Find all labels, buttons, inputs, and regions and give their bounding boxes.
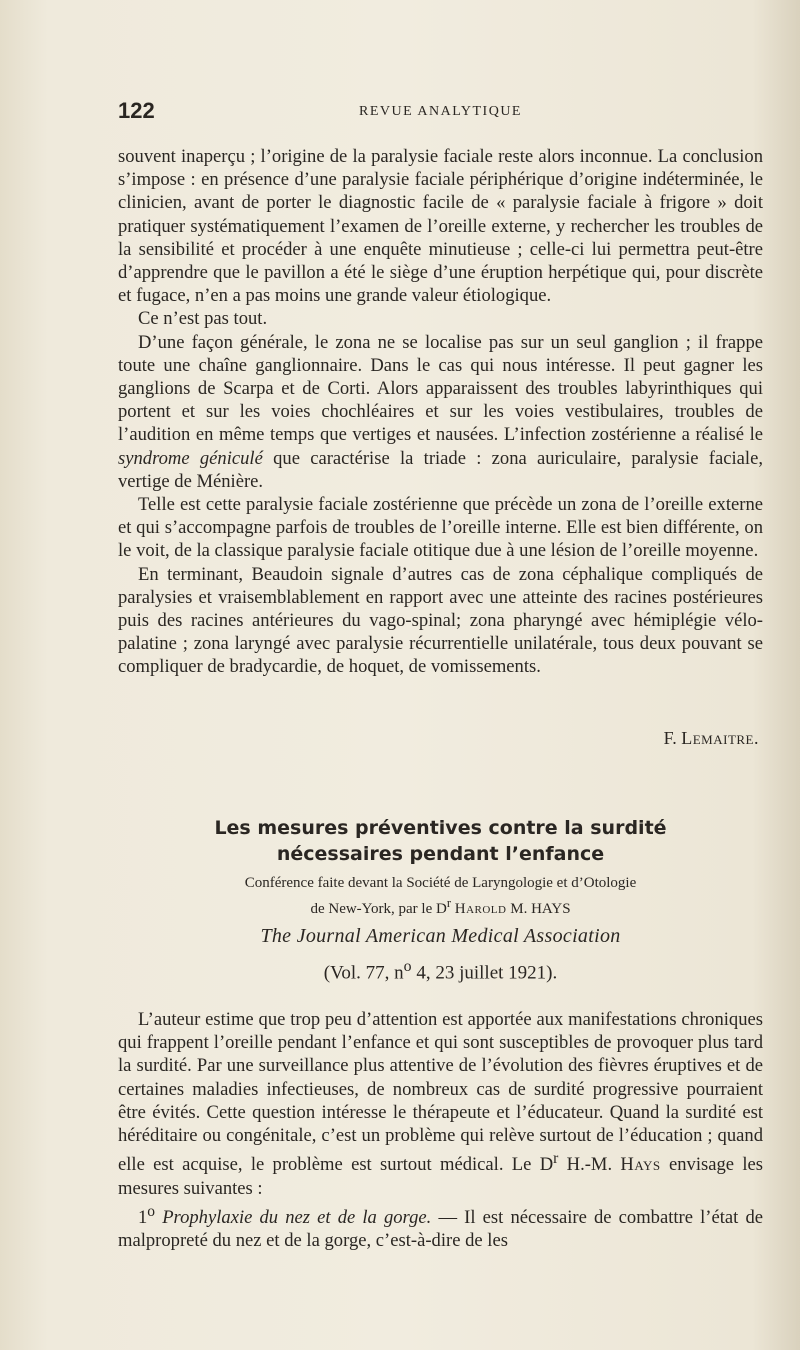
superscript: r <box>446 896 451 910</box>
author-signature <box>118 728 759 749</box>
text-run: H.-M. <box>566 1154 613 1176</box>
journal-volume <box>118 958 763 984</box>
superscript: o <box>147 1202 156 1220</box>
signature-name: Lemaitre. <box>681 728 759 748</box>
article-title-line: Les mesures préventives contre la surdité <box>214 817 667 839</box>
paragraph: souvent inaperçu ; l’origine de la paralysie faciale reste alors inconnue. La conclusion s’impose : en présence d’une paralysie faciale périphérique d’origine indéterminée, le clinicien, avant de porter le diagnostic facile de « paralysie faciale à frigore » doit pratiquer systématiquement l’examen de l’oreille externe, y rechercher les troubles de la sensibilité et procéder à une enquête minutieuse ; celle-ci lui permettra peut-être d’apprendre que le pavillon a été le siège d’une éruption herpétique qui, pour discrète et fugace, n’en a pas moins une grande valeur étiologique. <box>118 146 763 307</box>
paragraph: Telle est cette paralysie faciale zostérienne que précède un zona de l’oreille externe et qui s’accompagne parfois de troubles de l’oreille interne. Elle est bien différente, on le voit, de la classique paralysie faciale otitique due à une lésion de l’oreille moyenne. <box>118 494 763 562</box>
text-run: envisage les mesures suivantes : <box>118 1154 763 1199</box>
page-header <box>118 98 763 128</box>
conference-line: Conférence faite devant la Société de Laryngologie et d’Otologie <box>244 875 637 891</box>
paragraph: Ce n’est pas tout. <box>138 308 268 330</box>
paragraph <box>118 331 763 493</box>
article-title <box>118 815 763 867</box>
paragraph <box>118 1008 763 1200</box>
superscript: r <box>553 1150 559 1168</box>
paragraph <box>118 1200 763 1253</box>
text-run: (Vol. 77, n <box>323 962 404 984</box>
article-title-line: nécessaires pendant l’enfance <box>276 843 605 865</box>
text-run: que caractérise la triade : zona auriculaire, paralysie faciale, vertige de Ménière. <box>118 447 763 492</box>
superscript: o <box>403 958 412 975</box>
section-heading: Prophylaxie du nez et de la gorge. <box>162 1207 432 1228</box>
article-body <box>118 1008 763 1252</box>
conference-line <box>118 893 763 919</box>
author-name: Hays <box>620 1154 661 1176</box>
signature-initial: F. <box>663 728 677 748</box>
conference-credit <box>118 873 763 919</box>
page-number: 122 <box>118 98 155 123</box>
continued-article-text <box>118 145 763 679</box>
text-run: D’une façon générale, le zona ne se localise pas sur un seul ganglion ; il frappe toute une chaîne ganglionnaire. Dans le cas qui nous intéresse. Il peut gagner les ganglions de Scarpa et de Corti. Alors apparaissent des troubles labyrinthiques qui portent et sur les voies chochléaires et sur les voies vestibulaires, troubles de l’audition en même temps que vertiges et nausées. L’infection zostérienne a réalisé le <box>118 331 763 446</box>
running-title: REVUE ANALYTIQUE <box>359 104 522 119</box>
text-run: L’auteur estime que trop peu d’attention est apportée aux manifestations chroniques qui frappent l’oreille pendant l’enfance et qui sont susceptibles de provoquer plus tard la surdité. Par une surveillance plus attentive de l’évolution des fièvres éruptives et de certaines maladies infectieuses, de nombreux cas de surdité progressive pourraient être évités. Cette question intéresse le thérapeute et l’éducateur. Quand la surdité est héréditaire ou congénitale, c’est un problème qui relève surtout de l’éducation ; quand elle est acquise, le problème est surtout médical. Le D <box>118 1009 763 1176</box>
list-number: 1 <box>138 1207 148 1228</box>
text-run: de New-York, par le D <box>310 901 447 917</box>
paragraph: En terminant, Beaudoin signale d’autres cas de zona céphalique compliqués de paralysies et vraisemblablement en rapport avec une atteinte des racines postérieures puis des racines antérieures du vago-spinal; zona pharyngé avec hémiplégie vélo-palatine ; zona laryngé avec paralysie récurrentielle unilatérale, tous deux pouvant se compliquer de bradycardie, de hoquet, de vomissements. <box>118 563 763 678</box>
text-run: M. HAYS <box>510 901 571 917</box>
text-run: — Il est nécessaire de combattre l’état de malpropreté du nez et de la gorge, c’est-à-dire de les <box>118 1207 763 1252</box>
journal-name: The Journal American Medical Association <box>260 925 621 947</box>
author-first-name: Harold <box>454 901 507 917</box>
text-run: 4, 23 juillet 1921). <box>416 962 558 984</box>
syndrome-term: syndrome géniculé <box>118 447 263 469</box>
